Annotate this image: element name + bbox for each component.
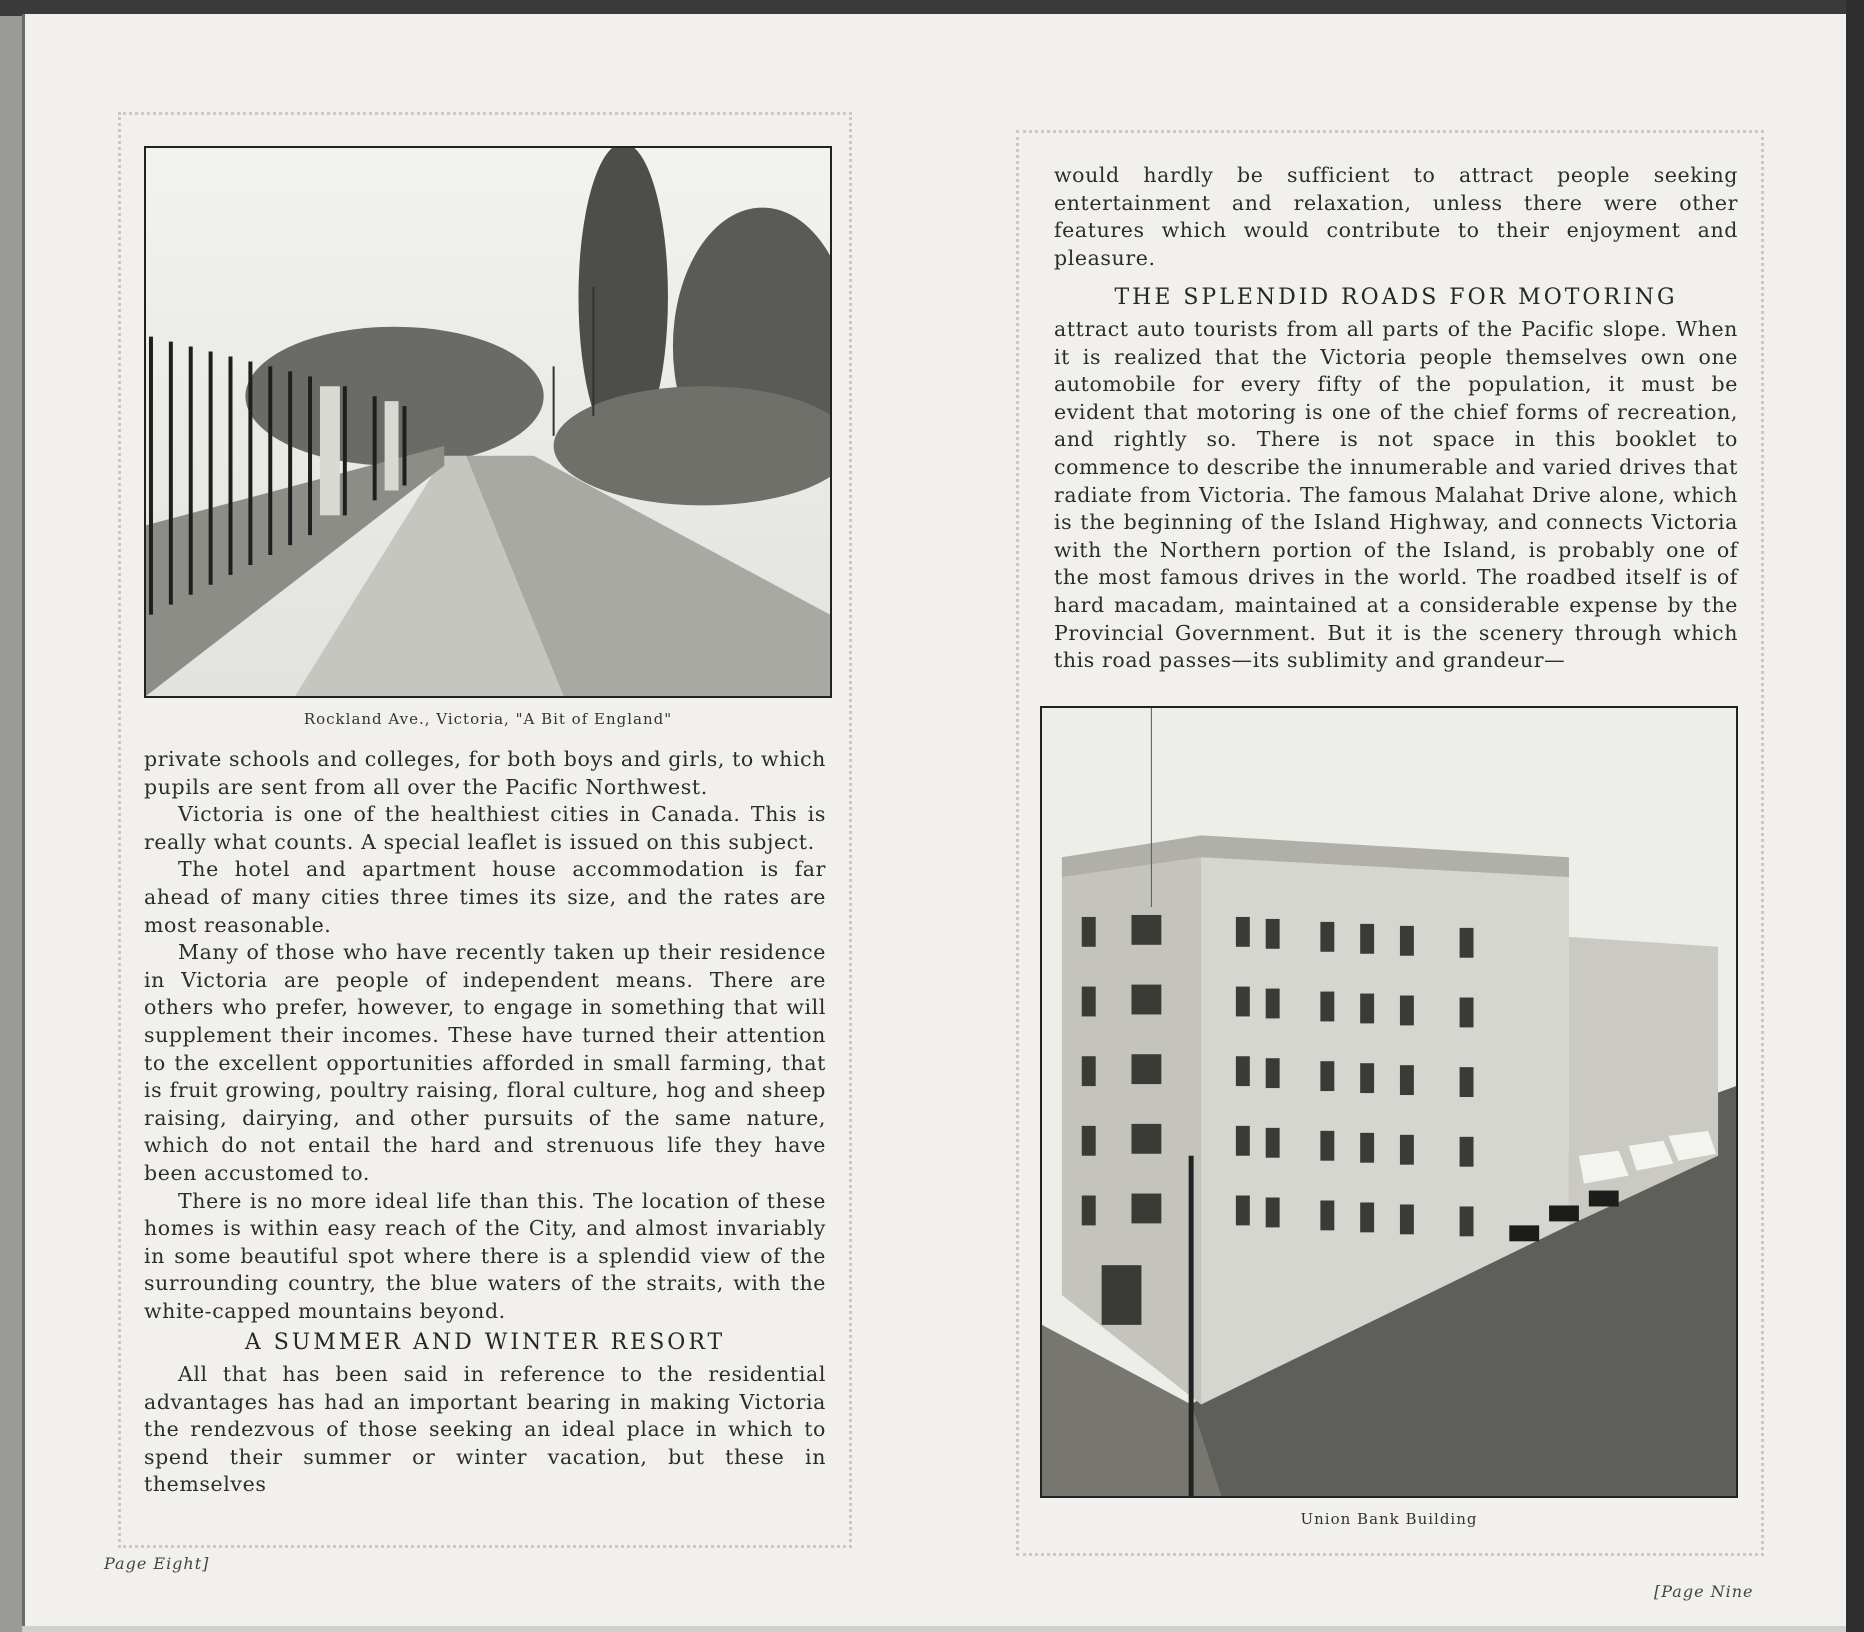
right-page-text-column bbox=[1054, 162, 1738, 675]
paragraph-healthiest-cities: Victoria is one of the healthiest cities in Canada. This is really what counts. A special leaflet is issued on this subject. bbox=[144, 802, 826, 854]
paragraph-auto-tourists: attract auto tourists from all parts of the Pacific slope. When it is realized that the Victoria people themselves own one automobile for every fifty of the population, it must be evident that motoring is one of the chief forms of recreation, and rightly so. There is not space in this booklet to commence to describe the innumerable and varied drives that radiate from Victoria. The famous Malahat Drive alone, which is the beginning of the Island Highway, and connects Victoria with the Northern portion of the Island, is probably one of the most famous drives in the world. The roadbed itself is of hard macadam, maintained at a considerable expense by the Provincial Government. But it is the scenery through which this road passes—its sublimity and grandeur— bbox=[1054, 316, 1738, 673]
book-spine-shadow bbox=[0, 0, 22, 1632]
union-bank-building-caption: Union Bank Building bbox=[1300, 1510, 1478, 1528]
folio-page-nine: [Page Nine bbox=[1654, 1582, 1754, 1601]
paragraph-independent-means: Many of those who have recently taken up their residence in Victoria are people of independent means. There are others who prefer, however, to engage in something that will supplement their incomes. These have turned their attention to the excellent opportunities afforded in small farming, that is fruit growing, poultry raising, floral culture, hog and sheep raising, dairying, and other pursuits of the same nature, which do not entail the hard and strenuous life they have been accustomed to. bbox=[144, 940, 826, 1185]
left-page-text-column bbox=[144, 746, 826, 1499]
heading-summer-winter-resort: A SUMMER AND WINTER RESORT bbox=[244, 1330, 726, 1356]
scan-right-edge bbox=[1846, 0, 1864, 1632]
rockland-avenue-caption: Rockland Ave., Victoria, "A Bit of England" bbox=[303, 710, 673, 728]
paragraph-hotel-accommodation: The hotel and apartment house accommodation is far ahead of many cities three times its size, and the rates are most reasonable. bbox=[144, 857, 826, 937]
rockland-avenue-photo bbox=[144, 146, 832, 698]
union-bank-building-photo bbox=[1040, 706, 1738, 1498]
paragraph-private-schools: private schools and colleges, for both boys and girls, to which pupils are sent from all over the Pacific Northwest. bbox=[144, 747, 826, 799]
paragraph-ideal-life: There is no more ideal life than this. The location of these homes is within easy reach of the City, and almost invariably in some beautiful spot where there is a splendid view of the surrounding country, the blue waters of the straits, with the white-capped mountains beyond. bbox=[144, 1188, 826, 1323]
heading-splendid-roads: THE SPLENDID ROADS FOR MOTORING bbox=[1114, 285, 1678, 311]
paragraph-residential-advantages: All that has been said in reference to the residential advantages has had an important bearing in making Victoria the rendezvous of those seeking an ideal place in which to spend their summer or winter vacation, but these in themselves bbox=[144, 1362, 826, 1497]
paragraph-would-hardly: would hardly be sufficient to attract people seeking entertainment and relaxation, unless there were other features which would contribute to their enjoyment and pleasure. bbox=[1054, 163, 1738, 270]
folio-page-eight: Page Eight] bbox=[104, 1554, 210, 1573]
